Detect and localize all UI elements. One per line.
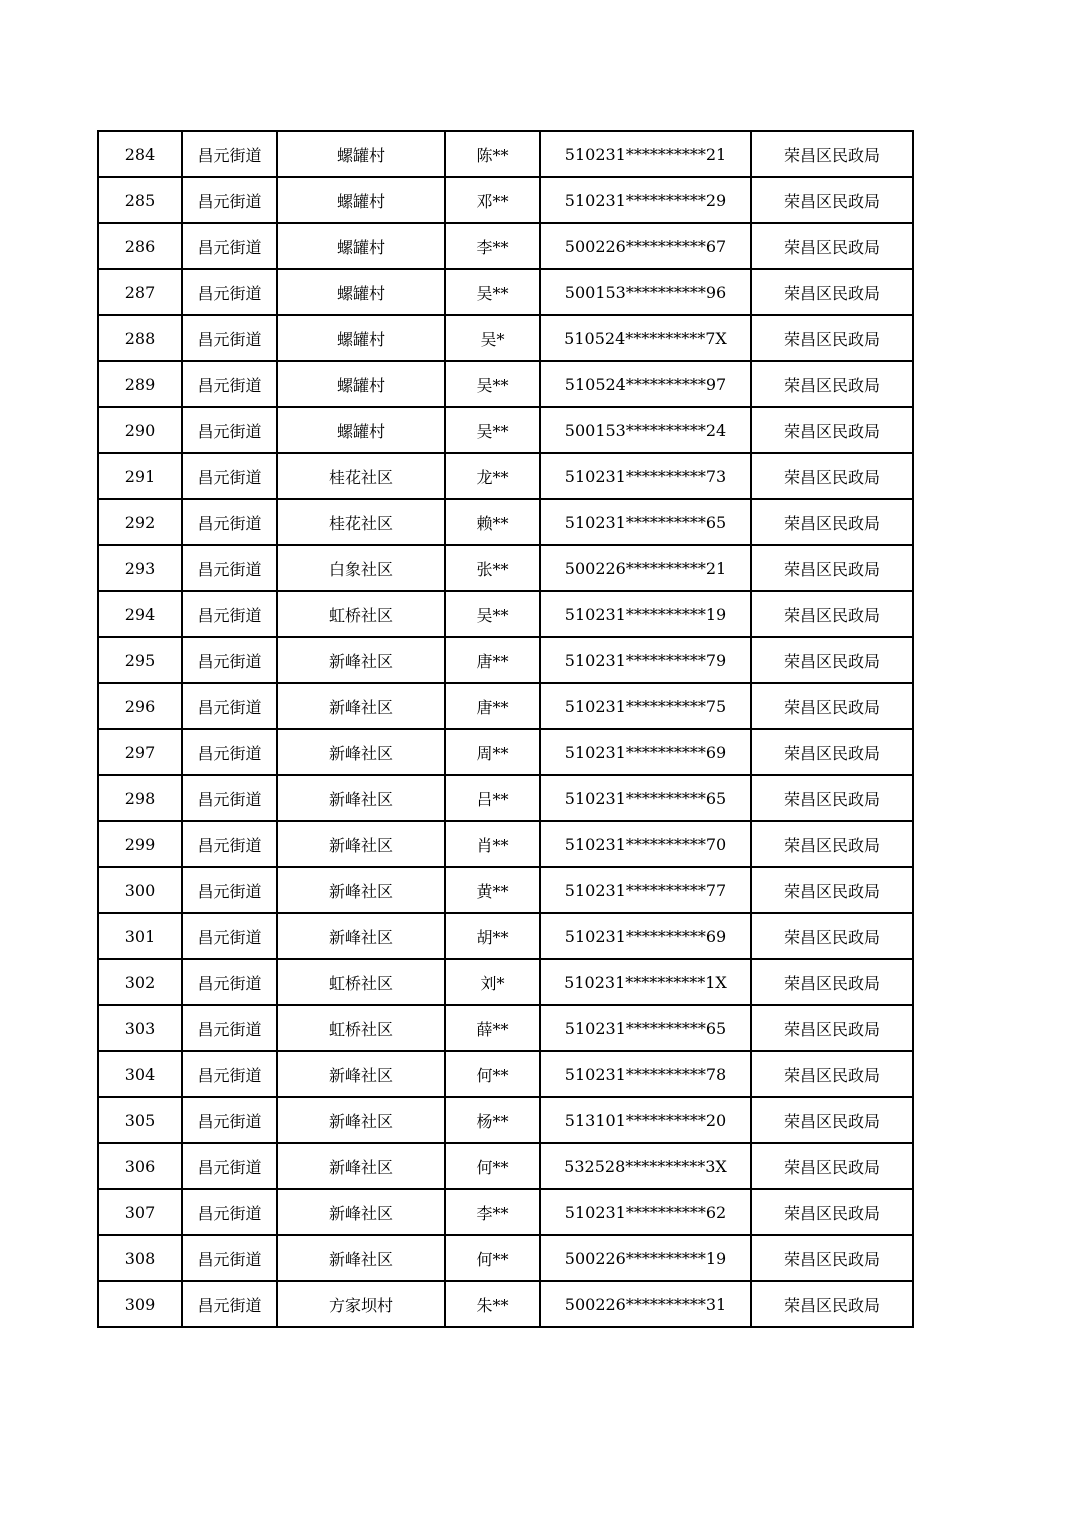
street-cell: 昌元街道: [182, 1189, 277, 1235]
name-cell: 何**: [445, 1051, 540, 1097]
table-row: [98, 453, 913, 499]
street-cell: 昌元街道: [182, 315, 277, 361]
name-cell: 肖**: [445, 821, 540, 867]
agency-cell: 荣昌区民政局: [751, 1005, 913, 1051]
table-row: [98, 223, 913, 269]
street-cell: 昌元街道: [182, 637, 277, 683]
agency-cell: 荣昌区民政局: [751, 315, 913, 361]
table-row: [98, 1097, 913, 1143]
table-row: [98, 1189, 913, 1235]
id-number-cell: 510231**********73: [540, 453, 751, 499]
agency-cell: 荣昌区民政局: [751, 499, 913, 545]
community-cell: 新峰社区: [277, 821, 445, 867]
community-cell: 新峰社区: [277, 775, 445, 821]
agency-cell: 荣昌区民政局: [751, 545, 913, 591]
street-cell: 昌元街道: [182, 591, 277, 637]
name-cell: 薛**: [445, 1005, 540, 1051]
name-cell: 吴**: [445, 407, 540, 453]
agency-cell: 荣昌区民政局: [751, 177, 913, 223]
table-row: [98, 637, 913, 683]
row-number-cell: 293: [98, 545, 182, 591]
community-cell: 虹桥社区: [277, 1005, 445, 1051]
community-cell: 新峰社区: [277, 1235, 445, 1281]
id-number-cell: 513101**********20: [540, 1097, 751, 1143]
id-number-cell: 510524**********7X: [540, 315, 751, 361]
name-cell: 吴**: [445, 269, 540, 315]
street-cell: 昌元街道: [182, 1097, 277, 1143]
table-row: [98, 1005, 913, 1051]
table-row: [98, 959, 913, 1005]
community-cell: 螺罐村: [277, 407, 445, 453]
id-number-cell: 500226**********19: [540, 1235, 751, 1281]
community-cell: 螺罐村: [277, 269, 445, 315]
agency-cell: 荣昌区民政局: [751, 1281, 913, 1327]
agency-cell: 荣昌区民政局: [751, 821, 913, 867]
street-cell: 昌元街道: [182, 223, 277, 269]
id-number-cell: 510231**********77: [540, 867, 751, 913]
name-cell: 唐**: [445, 637, 540, 683]
agency-cell: 荣昌区民政局: [751, 131, 913, 177]
row-number-cell: 288: [98, 315, 182, 361]
row-number-cell: 309: [98, 1281, 182, 1327]
name-cell: 李**: [445, 223, 540, 269]
street-cell: 昌元街道: [182, 1281, 277, 1327]
agency-cell: 荣昌区民政局: [751, 729, 913, 775]
id-number-cell: 510231**********1X: [540, 959, 751, 1005]
table-row: [98, 131, 913, 177]
row-number-cell: 294: [98, 591, 182, 637]
agency-cell: 荣昌区民政局: [751, 1189, 913, 1235]
id-number-cell: 510231**********65: [540, 499, 751, 545]
name-cell: 刘*: [445, 959, 540, 1005]
name-cell: 吕**: [445, 775, 540, 821]
agency-cell: 荣昌区民政局: [751, 1143, 913, 1189]
community-cell: 新峰社区: [277, 729, 445, 775]
name-cell: 邓**: [445, 177, 540, 223]
name-cell: 唐**: [445, 683, 540, 729]
community-cell: 螺罐村: [277, 223, 445, 269]
id-number-cell: 510231**********65: [540, 775, 751, 821]
name-cell: 胡**: [445, 913, 540, 959]
id-number-cell: 500226**********67: [540, 223, 751, 269]
community-cell: 虹桥社区: [277, 959, 445, 1005]
community-cell: 螺罐村: [277, 315, 445, 361]
name-cell: 龙**: [445, 453, 540, 499]
row-number-cell: 304: [98, 1051, 182, 1097]
id-number-cell: 500226**********21: [540, 545, 751, 591]
community-cell: 新峰社区: [277, 683, 445, 729]
agency-cell: 荣昌区民政局: [751, 591, 913, 637]
id-number-cell: 510231**********29: [540, 177, 751, 223]
id-number-cell: 510524**********97: [540, 361, 751, 407]
community-cell: 白象社区: [277, 545, 445, 591]
table-row: [98, 499, 913, 545]
id-number-cell: 510231**********69: [540, 729, 751, 775]
id-number-cell: 510231**********19: [540, 591, 751, 637]
agency-cell: 荣昌区民政局: [751, 269, 913, 315]
table-row: [98, 545, 913, 591]
table-row: [98, 1143, 913, 1189]
agency-cell: 荣昌区民政局: [751, 913, 913, 959]
agency-cell: 荣昌区民政局: [751, 407, 913, 453]
community-cell: 新峰社区: [277, 867, 445, 913]
name-cell: 李**: [445, 1189, 540, 1235]
id-number-cell: 510231**********69: [540, 913, 751, 959]
street-cell: 昌元街道: [182, 683, 277, 729]
table-row: [98, 867, 913, 913]
row-number-cell: 295: [98, 637, 182, 683]
agency-cell: 荣昌区民政局: [751, 453, 913, 499]
row-number-cell: 291: [98, 453, 182, 499]
roster-table: [97, 130, 914, 1328]
id-number-cell: 510231**********62: [540, 1189, 751, 1235]
table-row: [98, 315, 913, 361]
row-number-cell: 300: [98, 867, 182, 913]
table-row: [98, 729, 913, 775]
community-cell: 新峰社区: [277, 913, 445, 959]
id-number-cell: 510231**********70: [540, 821, 751, 867]
name-cell: 黄**: [445, 867, 540, 913]
community-cell: 新峰社区: [277, 1051, 445, 1097]
street-cell: 昌元街道: [182, 1235, 277, 1281]
id-number-cell: 510231**********65: [540, 1005, 751, 1051]
street-cell: 昌元街道: [182, 821, 277, 867]
row-number-cell: 286: [98, 223, 182, 269]
table-row: [98, 177, 913, 223]
street-cell: 昌元街道: [182, 959, 277, 1005]
name-cell: 朱**: [445, 1281, 540, 1327]
id-number-cell: 500153**********96: [540, 269, 751, 315]
street-cell: 昌元街道: [182, 1051, 277, 1097]
community-cell: 新峰社区: [277, 1189, 445, 1235]
table-row: [98, 775, 913, 821]
row-number-cell: 296: [98, 683, 182, 729]
street-cell: 昌元街道: [182, 729, 277, 775]
row-number-cell: 290: [98, 407, 182, 453]
street-cell: 昌元街道: [182, 131, 277, 177]
table-row: [98, 591, 913, 637]
name-cell: 赖**: [445, 499, 540, 545]
row-number-cell: 299: [98, 821, 182, 867]
street-cell: 昌元街道: [182, 407, 277, 453]
table-row: [98, 269, 913, 315]
row-number-cell: 284: [98, 131, 182, 177]
street-cell: 昌元街道: [182, 177, 277, 223]
street-cell: 昌元街道: [182, 1143, 277, 1189]
table-row: [98, 821, 913, 867]
row-number-cell: 308: [98, 1235, 182, 1281]
row-number-cell: 307: [98, 1189, 182, 1235]
row-number-cell: 292: [98, 499, 182, 545]
name-cell: 吴**: [445, 361, 540, 407]
row-number-cell: 306: [98, 1143, 182, 1189]
street-cell: 昌元街道: [182, 775, 277, 821]
agency-cell: 荣昌区民政局: [751, 959, 913, 1005]
row-number-cell: 298: [98, 775, 182, 821]
table-row: [98, 407, 913, 453]
community-cell: 虹桥社区: [277, 591, 445, 637]
community-cell: 新峰社区: [277, 637, 445, 683]
street-cell: 昌元街道: [182, 453, 277, 499]
street-cell: 昌元街道: [182, 269, 277, 315]
agency-cell: 荣昌区民政局: [751, 867, 913, 913]
id-number-cell: 500226**********31: [540, 1281, 751, 1327]
row-number-cell: 287: [98, 269, 182, 315]
community-cell: 方家坝村: [277, 1281, 445, 1327]
id-number-cell: 510231**********75: [540, 683, 751, 729]
row-number-cell: 302: [98, 959, 182, 1005]
name-cell: 周**: [445, 729, 540, 775]
community-cell: 螺罐村: [277, 361, 445, 407]
row-number-cell: 285: [98, 177, 182, 223]
table-row: [98, 1051, 913, 1097]
street-cell: 昌元街道: [182, 913, 277, 959]
community-cell: 新峰社区: [277, 1143, 445, 1189]
agency-cell: 荣昌区民政局: [751, 1051, 913, 1097]
agency-cell: 荣昌区民政局: [751, 683, 913, 729]
row-number-cell: 305: [98, 1097, 182, 1143]
name-cell: 何**: [445, 1143, 540, 1189]
street-cell: 昌元街道: [182, 545, 277, 591]
name-cell: 何**: [445, 1235, 540, 1281]
street-cell: 昌元街道: [182, 867, 277, 913]
name-cell: 陈**: [445, 131, 540, 177]
table-row: [98, 683, 913, 729]
agency-cell: 荣昌区民政局: [751, 1097, 913, 1143]
agency-cell: 荣昌区民政局: [751, 775, 913, 821]
street-cell: 昌元街道: [182, 499, 277, 545]
agency-cell: 荣昌区民政局: [751, 223, 913, 269]
table-row: [98, 361, 913, 407]
id-number-cell: 500153**********24: [540, 407, 751, 453]
community-cell: 螺罐村: [277, 131, 445, 177]
table-row: [98, 913, 913, 959]
community-cell: 新峰社区: [277, 1097, 445, 1143]
table-row: [98, 1281, 913, 1327]
table-row: [98, 1235, 913, 1281]
street-cell: 昌元街道: [182, 361, 277, 407]
agency-cell: 荣昌区民政局: [751, 637, 913, 683]
row-number-cell: 301: [98, 913, 182, 959]
community-cell: 桂花社区: [277, 499, 445, 545]
name-cell: 吴*: [445, 315, 540, 361]
name-cell: 张**: [445, 545, 540, 591]
name-cell: 杨**: [445, 1097, 540, 1143]
id-number-cell: 510231**********78: [540, 1051, 751, 1097]
row-number-cell: 289: [98, 361, 182, 407]
agency-cell: 荣昌区民政局: [751, 361, 913, 407]
agency-cell: 荣昌区民政局: [751, 1235, 913, 1281]
id-number-cell: 510231**********21: [540, 131, 751, 177]
name-cell: 吴**: [445, 591, 540, 637]
id-number-cell: 510231**********79: [540, 637, 751, 683]
row-number-cell: 297: [98, 729, 182, 775]
row-number-cell: 303: [98, 1005, 182, 1051]
street-cell: 昌元街道: [182, 1005, 277, 1051]
roster-table-body: [98, 131, 913, 1327]
community-cell: 螺罐村: [277, 177, 445, 223]
community-cell: 桂花社区: [277, 453, 445, 499]
id-number-cell: 532528**********3X: [540, 1143, 751, 1189]
